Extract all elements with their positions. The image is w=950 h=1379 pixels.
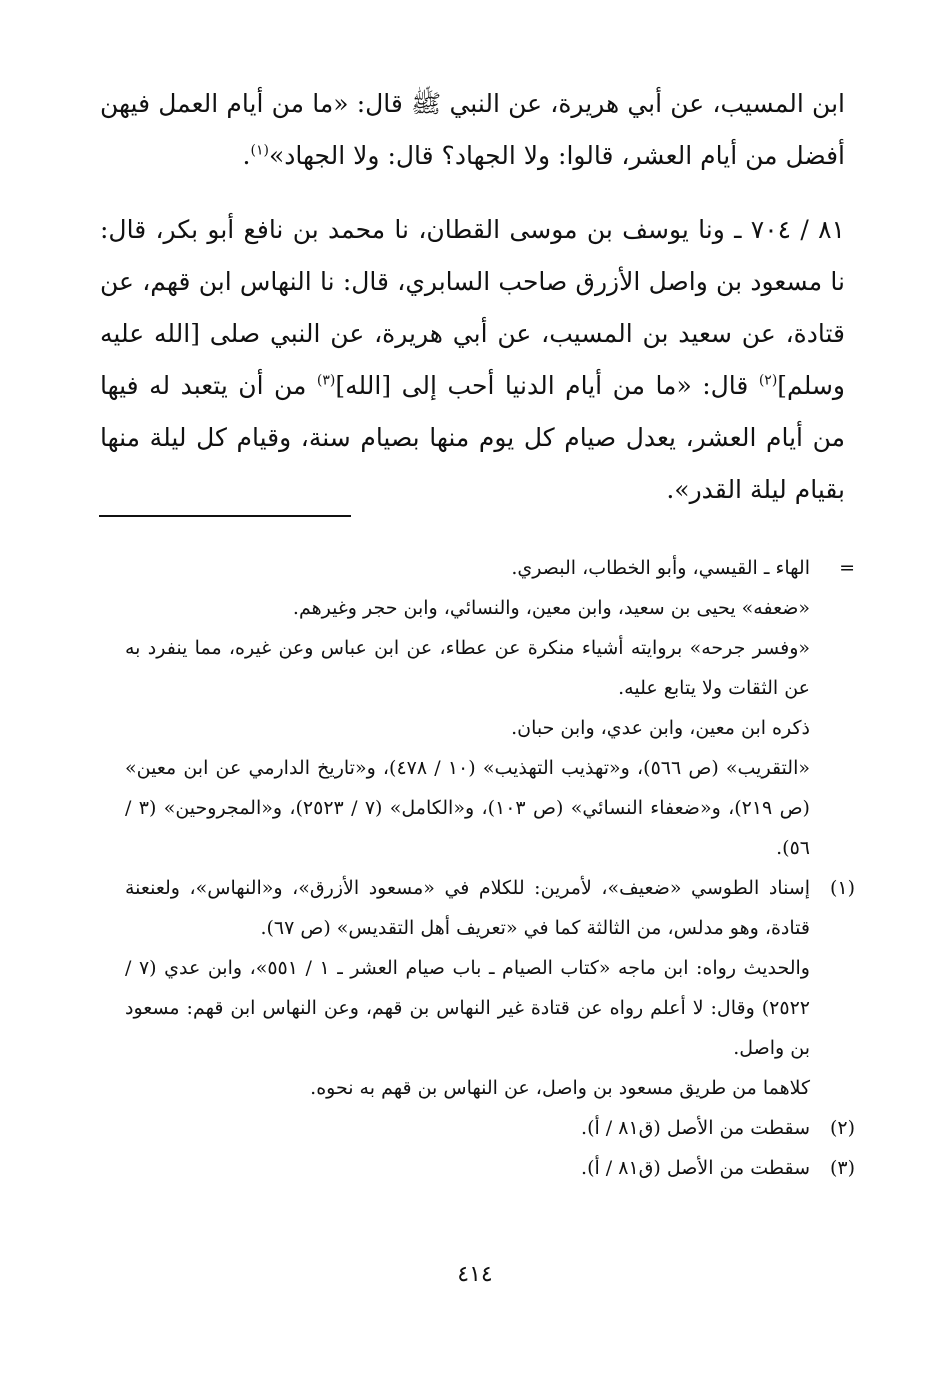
footnote-3-number: (٣) [829, 1157, 855, 1179]
footnote-line: «ضعفه» يحيى بن سعيد، وابن معين، والنسائي، وابن حجر وغيرهم. [292, 597, 810, 619]
footnote-ref-3: (٣) [316, 372, 336, 389]
footnote-2-text: سقطت من الأصل (ق٨١ / أ). [581, 1117, 810, 1139]
page-number: ٤١٤ [457, 1262, 493, 1287]
paragraph-2 [100, 204, 845, 516]
paragraph-2-text-b: قال: «ما من أيام الدنيا أحب إلى [الله] [335, 371, 759, 400]
paragraph-1-end: . [242, 141, 251, 170]
footnote-3 [125, 1148, 855, 1188]
paragraph-1-text: ابن المسيب، عن أبي هريرة، عن النبي ﷺ قال: «ما من أيام العمل فيهن أفضل من أيام العشر، قالوا: ولا الجهاد؟ قال: ولا الجهاد» [100, 89, 845, 170]
footnote-line: كلاهما من طريق مسعود بن واصل، عن النهاس بن قهم به نحوه. [310, 1077, 810, 1099]
paragraph-1 [100, 78, 845, 182]
paragraph-2-text-a: ٨١ / ٧٠٤ ـ ونا يوسف بن موسى القطان، نا محمد بن نافع أبو بكر، قال: نا مسعود بن واصل الأزرق صاحب السابري، قال: نا النهاس ابن قهم، عن قتادة، عن سعيد بن المسيب، عن أبي هريرة، عن النبي صلى [الله عليه وسلم] [100, 215, 845, 400]
footnote-line: «التقريب» (ص ٥٦٦)، و«تهذيب التهذيب» (١٠ / ٤٧٨)، و«تاريخ الدارمي عن ابن معين» (ص ٢١٩)، و«ضعفاء النسائي» (ص ١٠٣)، و«الكامل» (٧ / ٢٥٢٣)، و«المجروحين» (٣ / ٥٦). [125, 757, 810, 859]
footnotes [125, 548, 855, 1188]
footnote-line: والحديث رواه: ابن ماجه «كتاب الصيام ـ باب صيام العشر ـ ١ / ٥٥١»، وابن عدي (٧ / ٢٥٢٢) وقال: لا أعلم رواه عن قتادة غير النهاس بن قهم، وعن النهاس ابن قهم: مسعود بن واصل. [125, 957, 810, 1059]
footnote-ref-2: (٢) [758, 372, 778, 389]
paragraph-2-text-c: من أن يتعبد له فيها من أيام العشر، يعدل صيام كل يوم منها بصيام سنة، وقيام كل ليلة منها بقيام ليلة القدر». [100, 371, 845, 504]
main-text [100, 78, 845, 516]
footnote-separator [99, 515, 351, 517]
footnote-2-number: (٢) [829, 1117, 855, 1139]
footnote-continuation [125, 548, 855, 868]
footnote-ref-1: (١) [250, 142, 269, 159]
footnote-3-text: سقطت من الأصل (ق٨١ / أ). [581, 1157, 810, 1179]
footnote-2 [125, 1108, 855, 1148]
footnote-line: الهاء ـ القيسي، وأبو الخطاب، البصري. [511, 557, 810, 579]
footnote-line: إسناد الطوسي «ضعيف»، لأمرين: للكلام في «مسعود الأزرق»، و«النهاس»، ولعنعنة قتادة، وهو مدلس، من الثالثة كما في «تعريف أهل التقديس» (ص ٦٧). [125, 877, 810, 939]
continuation-mark: = [839, 557, 855, 579]
footnote-1 [125, 868, 855, 1108]
footnote-1-number: (١) [829, 877, 855, 899]
footnote-line: «وفسر جرحه» بروايته أشياء منكرة عن عطاء، عن ابن عباس وعن غيره، مما ينفرد به عن الثقات ولا يتابع عليه. [125, 637, 810, 699]
footnote-line: ذكره ابن معين، وابن عدي، وابن حبان. [511, 717, 810, 739]
